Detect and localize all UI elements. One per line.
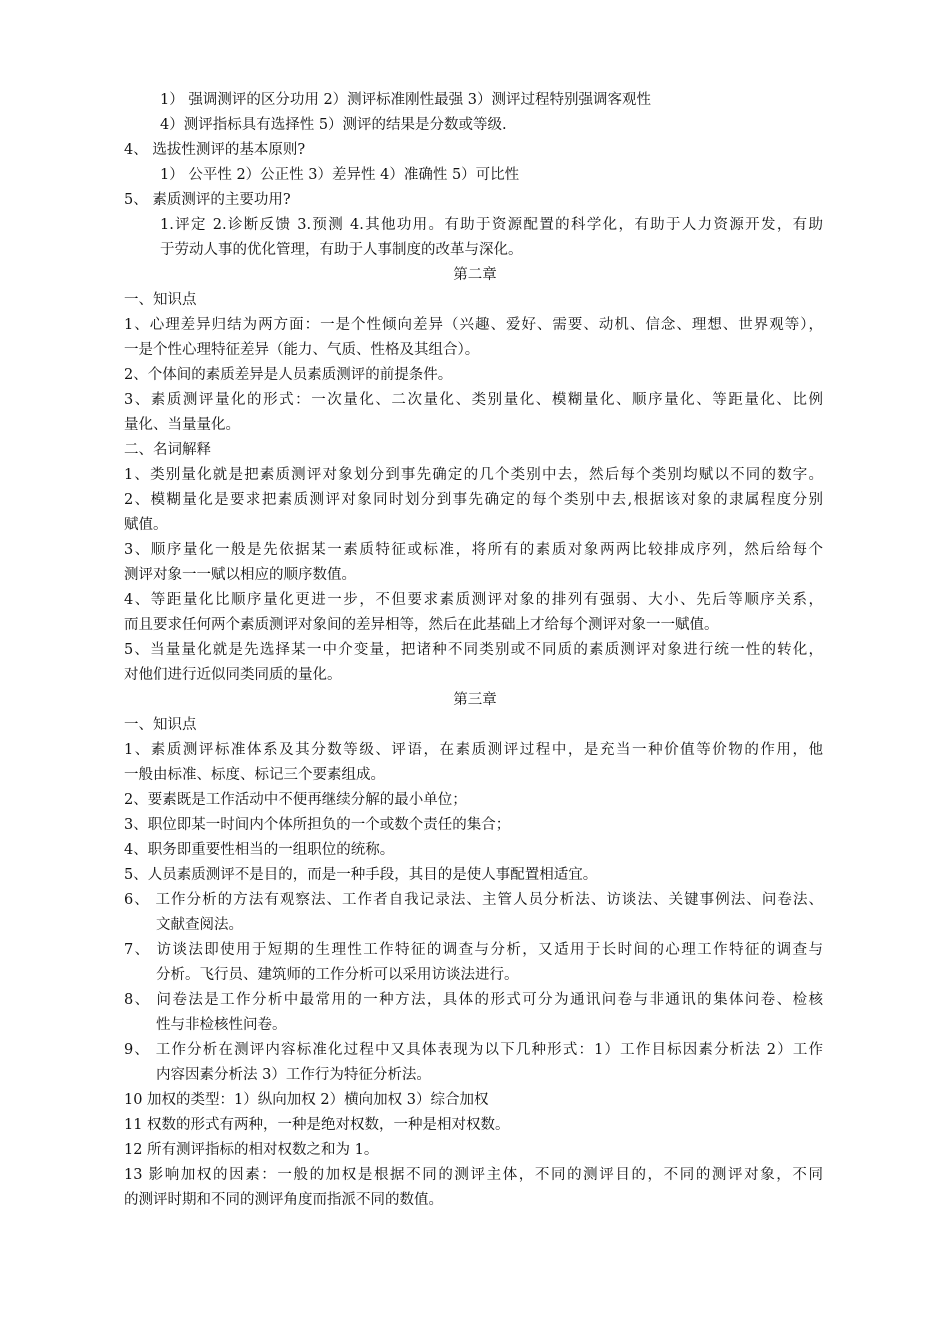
text-line: 于劳动人事的优化管理，有助于人事制度的改革与深化。 [160, 242, 523, 258]
text-line: 1、类别量化就是把素质测评对象划分到事先确定的几个类别中去，然后每个类别均赋以不同的数字。 [124, 467, 823, 483]
text-line: 12 所有测评指标的相对权数之和为 1。 [124, 1142, 379, 1158]
text-line: 3、职位即某一时间内个体所担负的一个或数个责任的集合； [124, 817, 511, 833]
text-line: 而且要求任何两个素质测评对象间的差异相等，然后在此基础上才给每个测评对象一一赋值。 [124, 617, 719, 633]
text-line: 3、素质测评量化的形式：一次量化、二次量化、类别量化、模糊量化、顺序量化、等距量化、比例 [124, 392, 823, 408]
text-line: 2、要素既是工作活动中不便再继续分解的最小单位； [124, 792, 467, 808]
text-line: 内容因素分析法 3）工作行为特征分析法。 [156, 1067, 431, 1083]
text-line: 1、心理差异归结为两方面：一是个性倾向差异（兴趣、爱好、需要、动机、信念、理想、世界观等）， [124, 317, 823, 333]
text-line: 9、 工作分析在测评内容标准化过程中又具体表现为以下几种形式：1）工作目标因素分析法 2）工作 [124, 1042, 823, 1058]
text-line: 的测评时期和不同的测评角度而指派不同的数值。 [124, 1192, 443, 1208]
chapter-title: 第二章 [453, 267, 497, 283]
section-heading: 二、名词解释 [124, 442, 211, 458]
text-line: 1） 强调测评的区分功用 2）测评标准刚性最强 3）测评过程特别强调客观性 [160, 92, 652, 108]
text-line: 对他们进行近似同类同质的量化。 [124, 667, 342, 683]
text-line: 性与非检核性问卷。 [156, 1017, 287, 1033]
text-line: 1.评定 2.诊断反馈 3.预测 4.其他功用。有助于资源配置的科学化，有助于人力资源开发，有助 [160, 217, 823, 233]
text-line: 2、个体间的素质差异是人员素质测评的前提条件。 [124, 367, 453, 383]
section-heading: 一、知识点 [124, 717, 197, 733]
text-line: 一是个性心理特征差异（能力、气质、性格及其组合）。 [124, 342, 480, 358]
text-line: 5、当量量化就是先选择某一中介变量，把诸种不同类别或不同质的素质测评对象进行统一性的转化， [124, 642, 823, 658]
text-line: 4、职务即重要性相当的一组职位的统称。 [124, 842, 395, 858]
text-line: 测评对象一一赋以相应的顺序数值。 [124, 567, 356, 583]
text-line: 文献查阅法。 [156, 917, 243, 933]
text-line: 量化、当量量化。 [124, 417, 240, 433]
text-line: 1、素质测评标准体系及其分数等级、评语，在素质测评过程中，是充当一种价值等价物的作用，他 [124, 742, 823, 758]
text-line: 4、等距量化比顺序量化更进一步，不但要求素质测评对象的排列有强弱、大小、先后等顺序关系， [124, 592, 823, 608]
text-line: 13 影响加权的因素：一般的加权是根据不同的测评主体，不同的测评目的，不同的测评对象，不同 [124, 1167, 823, 1183]
section-heading: 一、知识点 [124, 292, 197, 308]
text-line: 4）测评指标具有选择性 5）测评的结果是分数或等级. [160, 117, 507, 133]
text-line: 11 权数的形式有两种，一种是绝对权数，一种是相对权数。 [124, 1117, 510, 1133]
question-heading: 5、 素质测评的主要功用? [124, 192, 291, 208]
text-line: 一般由标准、标度、标记三个要素组成。 [124, 767, 385, 783]
text-line: 分析。飞行员、建筑师的工作分析可以采用访谈法进行。 [156, 967, 519, 983]
text-line: 5、人员素质测评不是目的，而是一种手段，其目的是使人事配置相适宜。 [124, 867, 598, 883]
text-line: 10 加权的类型：1）纵向加权 2）横向加权 3）综合加权 [124, 1092, 489, 1108]
question-heading: 4、 选拔性测评的基本原则? [124, 142, 306, 158]
text-line: 7、 访谈法即使用于短期的生理性工作特征的调查与分析，又适用于长时间的心理工作特征的调查与 [124, 942, 823, 958]
text-line: 赋值。 [124, 517, 168, 533]
chapter-title: 第三章 [453, 692, 497, 708]
text-line: 2、模糊量化是要求把素质测评对象同时划分到事先确定的每个类别中去,根据该对象的隶属程度分别 [124, 492, 823, 508]
text-line: 3、顺序量化一般是先依据某一素质特征或标准，将所有的素质对象两两比较排成序列，然后给每个 [124, 542, 823, 558]
text-line: 6、 工作分析的方法有观察法、工作者自我记录法、主管人员分析法、访谈法、关键事例法、问卷法、 [124, 892, 823, 908]
text-line: 1） 公平性 2）公正性 3）差异性 4）准确性 5）可比性 [160, 167, 520, 183]
text-line: 8、 问卷法是工作分析中最常用的一种方法，具体的形式可分为通讯问卷与非通讯的集体问卷、检核 [124, 992, 823, 1008]
